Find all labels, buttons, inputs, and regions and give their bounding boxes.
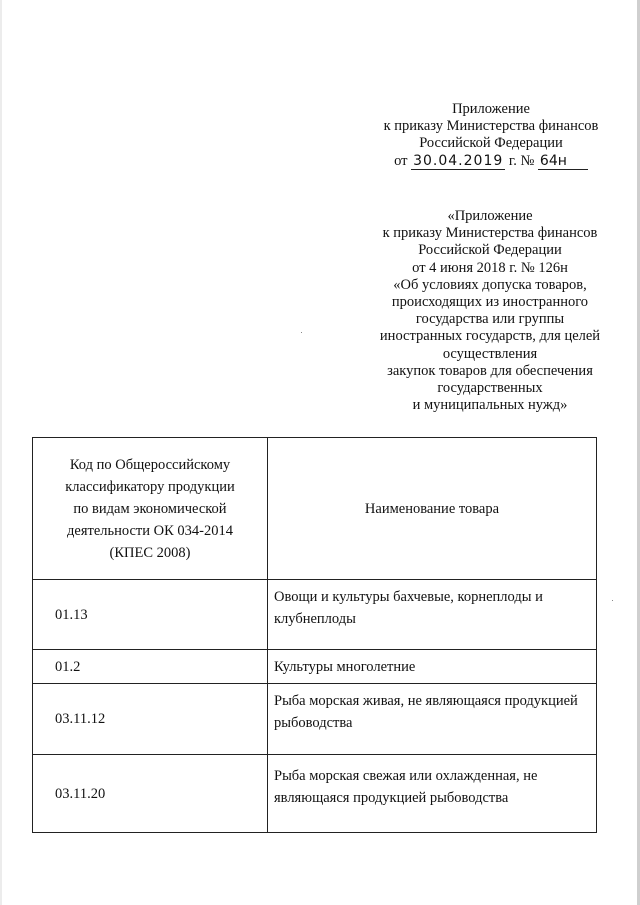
- appendix-order-line: к приказу Министерства финансов: [383, 118, 599, 135]
- row-name-line: являющаяся продукцией рыбоводства: [274, 790, 509, 806]
- row-name: [268, 580, 597, 650]
- header-code-line: деятельности ОК 034-2014: [67, 522, 233, 539]
- header-code-line: Код по Общероссийскому: [69, 456, 231, 473]
- row-name-line: клубнеплоды: [274, 611, 356, 627]
- referenced-line: «Приложение: [447, 208, 533, 224]
- referenced-line: и муниципальных нужд»: [412, 397, 568, 414]
- table-row: [33, 755, 597, 833]
- header-code-line: по видам экономической: [73, 500, 227, 517]
- header-code-line: классификатору продукции: [65, 478, 235, 495]
- table-row: [33, 650, 597, 684]
- table-row: [33, 684, 597, 755]
- referenced-line: иностранных государств, для целей: [379, 328, 601, 345]
- row-name: [268, 755, 597, 833]
- appendix-title: Приложение: [452, 101, 530, 117]
- header-code-line: (КПЕС 2008): [109, 544, 191, 561]
- header-code-cell: [33, 438, 268, 580]
- scan-speck: [612, 600, 613, 601]
- date-prefix: от: [394, 152, 408, 169]
- referenced-line: государства или группы: [415, 311, 565, 328]
- row-code: 01.2: [33, 650, 268, 684]
- scan-edge-left: [0, 0, 2, 905]
- row-name-line: Культуры многолетние: [274, 658, 416, 675]
- referenced-line: закупок товаров для обеспечения: [387, 362, 593, 379]
- referenced-appendix: [355, 208, 625, 414]
- row-code: 01.13: [33, 580, 268, 650]
- number-prefix: г. №: [508, 152, 535, 169]
- referenced-line: происходящих из иностранного: [391, 294, 589, 311]
- referenced-line: «Об условиях допуска товаров,: [393, 276, 587, 293]
- row-name: [268, 650, 597, 684]
- appendix-header: [360, 101, 622, 170]
- appendix-date-line: [360, 153, 622, 170]
- row-name-line: рыбоводства: [274, 715, 353, 731]
- referenced-line: государственных: [437, 380, 543, 397]
- row-name-line: Рыба морская свежая или охлажденная, не: [274, 768, 538, 784]
- referenced-line: от 4 июня 2018 г. № 126н: [412, 259, 568, 276]
- referenced-line: осуществления: [442, 345, 538, 362]
- row-code: 03.11.20: [33, 755, 268, 833]
- handwritten-date: 30.04.2019: [413, 152, 504, 169]
- handwritten-number: 64н: [538, 154, 588, 170]
- referenced-line: к приказу Министерства финансов: [382, 225, 598, 242]
- table-header-row: [33, 438, 597, 580]
- scan-speck: [301, 332, 302, 333]
- row-code: 03.11.12: [33, 684, 268, 755]
- referenced-line: Российской Федерации: [418, 242, 562, 259]
- appendix-federation-line: Российской Федерации: [419, 135, 563, 152]
- goods-table: [32, 437, 597, 833]
- row-name: [268, 684, 597, 755]
- row-name-line: Овощи и культуры бахчевые, корнеплоды и: [274, 589, 543, 605]
- table-row: [33, 580, 597, 650]
- header-name-cell: Наименование товара: [268, 438, 597, 580]
- row-name-line: Рыба морская живая, не являющаяся продукцией: [274, 693, 578, 709]
